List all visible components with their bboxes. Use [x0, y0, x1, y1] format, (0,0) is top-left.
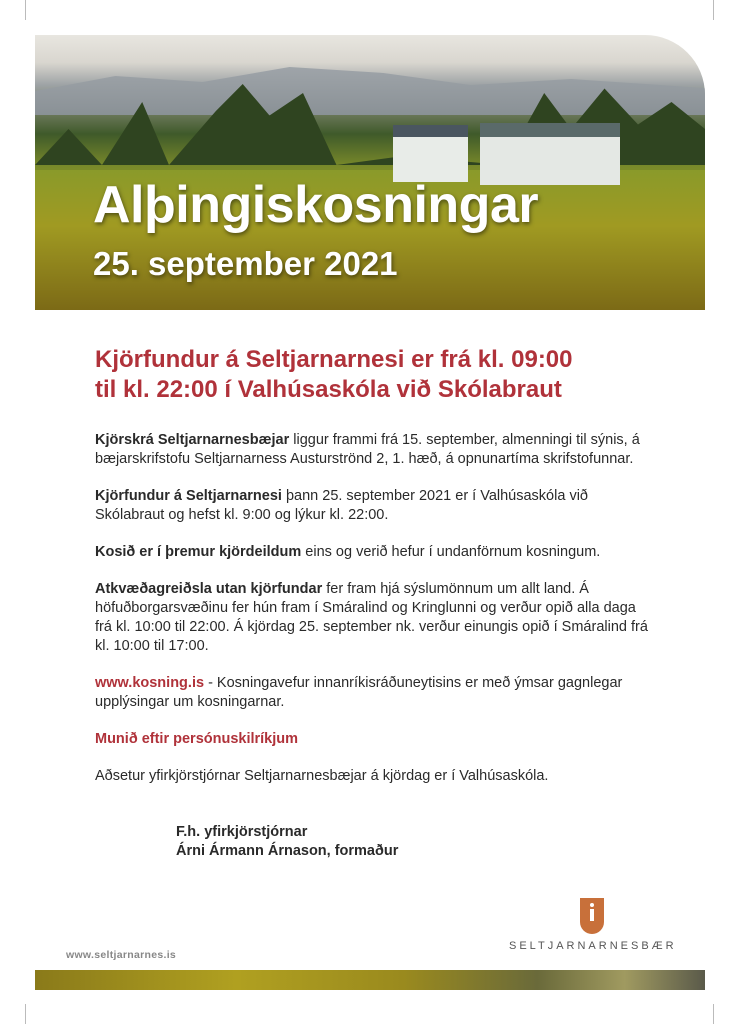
bold-lead: Kosið er í þremur kjördeildum: [95, 544, 302, 560]
paragraph-kjorskra: [95, 431, 655, 469]
headline-line: til kl. 22:00 í Valhúsaskóla við Skólabraut: [95, 376, 562, 403]
bold-lead: Kjörskrá Seltjarnarnesbæjar: [95, 432, 290, 448]
paragraph-kosning-link: [95, 674, 655, 712]
crop-mark: [25, 1004, 26, 1024]
body-text: [95, 431, 655, 804]
text: liggur frammi frá 15. september, almenningi til sýnis, á bæjarskrifstofu Seltjarnarness Austurströnd 2, 1. hæð, á opnunartíma skrifstofunnar.: [95, 432, 640, 467]
paragraph-utankjorfundar: [95, 580, 655, 656]
footer-image-strip: [35, 970, 705, 990]
crop-mark: [25, 0, 26, 20]
hero-date: 25. september 2021: [93, 245, 398, 282]
text: - Kosningavefur innanríkisráðuneytisins er með ýmsar gagnlegar upplýsingar um kosningarnar.: [95, 675, 623, 710]
logo-text: SELTJARNARNESBÆR: [509, 940, 677, 952]
paragraph-kjordeildir: [95, 543, 655, 562]
crop-mark: [713, 1004, 714, 1024]
bold-lead: Atkvæðagreiðsla utan kjörfundar: [95, 581, 323, 597]
text: fer fram hjá sýslumönnum um allt land. Á höfuðborgarsvæðinu fer hún fram í Smáralind og Kringlunni og verður opið alla daga frá kl. 10:00 til 22:00. Á kjördag 25. september nk. verður einungis opið í Smáralind frá kl. 10:00 til 17:00.: [95, 581, 648, 654]
church: [393, 125, 468, 182]
reminder-text: Munið eftir persónuskilríkjum: [95, 731, 299, 747]
shield-icon: [580, 898, 604, 934]
website-link[interactable]: www.seltjarnarnes.is: [66, 949, 177, 961]
headline-line: Kjörfundur á Seltjarnarnesi er frá kl. 09:00: [95, 346, 573, 373]
hero-image: [35, 35, 705, 310]
signature-line: Árni Ármann Árnason, formaður: [176, 843, 399, 859]
paragraph-adsetur: [95, 767, 655, 786]
paragraph-reminder: [95, 730, 655, 749]
paragraph-kjorfundur: [95, 487, 655, 525]
bold-lead: Kjörfundur á Seltjarnarnesi: [95, 488, 282, 504]
kosning-link[interactable]: www.kosning.is: [95, 675, 205, 691]
headline: [95, 345, 573, 405]
text: þann 25. september 2021 er í Valhúsaskóla við Skólabraut og hefst kl. 9:00 og lýkur kl. 22:00.: [95, 488, 588, 523]
text: Aðsetur yfirkjörstjórnar Seltjarnarnesbæjar á kjördag er í Valhúsaskóla.: [95, 768, 549, 784]
text: eins og verið hefur í undanförnum kosningum.: [301, 544, 601, 560]
municipality-logo: [509, 898, 677, 952]
signature: [176, 823, 398, 861]
signature-line: F.h. yfirkjörstjórnar: [176, 824, 308, 840]
crop-mark: [713, 0, 714, 20]
hero-title: Alþingiskosningar: [93, 176, 539, 234]
